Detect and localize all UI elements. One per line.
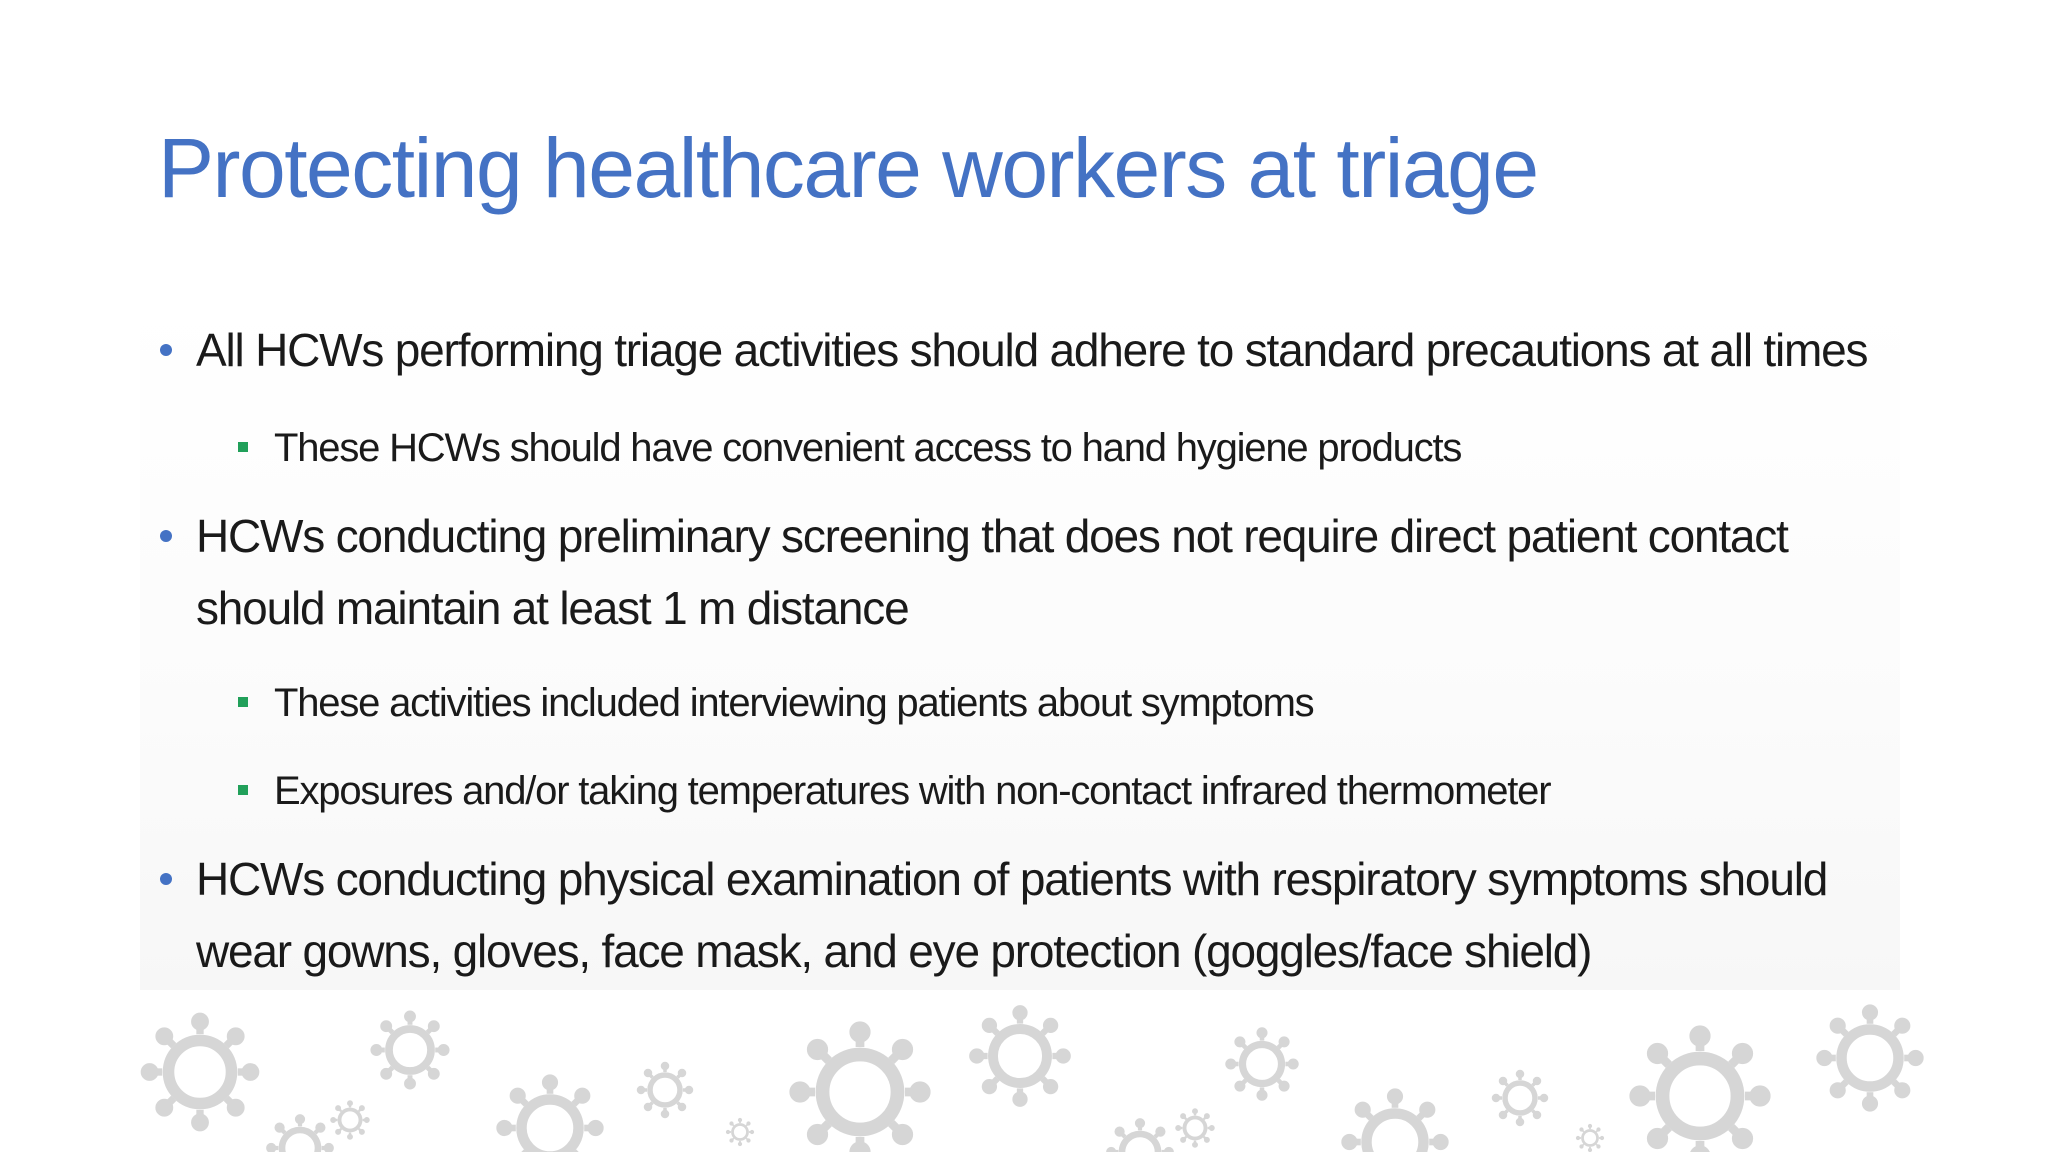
virus-icon — [639, 1064, 692, 1117]
bullet-text: HCWs conducting physical examination of patients with respiratory symptoms should — [196, 853, 1828, 905]
bullet-text: HCWs conducting preliminary screening that does not require direct patient contact — [196, 510, 1788, 562]
virus-icon — [373, 1013, 447, 1087]
bullet-text: All HCWs performing triage activities should adhere to standard precautions at all times — [196, 324, 1868, 376]
virus-icon — [500, 1078, 601, 1152]
virus-icon — [1108, 1120, 1172, 1152]
bullet-square-icon — [238, 697, 248, 707]
bullet-dot-icon — [160, 530, 172, 542]
virus-icon — [794, 1026, 927, 1152]
virus-icon — [727, 1119, 754, 1146]
sub-bullet-text: These HCWs should have convenient access to hand hygiene products — [274, 426, 1462, 470]
virus-icon — [331, 1101, 368, 1138]
bullet-text-continuation: wear gowns, gloves, face mask, and eye protection (goggles/face shield) — [196, 925, 1592, 977]
virus-icon — [1634, 1030, 1767, 1152]
virus-icon — [1577, 1125, 1604, 1152]
virus-icon — [972, 1008, 1067, 1103]
virus-icon — [1494, 1072, 1547, 1125]
bullet-square-icon — [238, 442, 248, 452]
bullet-square-icon — [238, 785, 248, 795]
virus-icon — [1820, 1008, 1921, 1109]
virus-decoration — [0, 980, 2048, 1152]
sub-bullet-text: Exposures and/or taking temperatures with non-contact infrared thermometer — [274, 769, 1551, 813]
sub-bullet-text: These activities included interviewing patients about symptoms — [274, 681, 1314, 725]
bullet-text-continuation: should maintain at least 1 m distance — [196, 582, 909, 634]
bullet-dot-icon — [160, 873, 172, 885]
virus-icon — [1228, 1030, 1297, 1099]
virus-icon — [268, 1116, 332, 1152]
bullet-dot-icon — [160, 344, 172, 356]
virus-icon — [1176, 1109, 1213, 1146]
virus-icon — [144, 1016, 255, 1127]
virus-icon — [1345, 1092, 1446, 1152]
slide-title: Protecting healthcare workers at triage — [158, 121, 1538, 215]
